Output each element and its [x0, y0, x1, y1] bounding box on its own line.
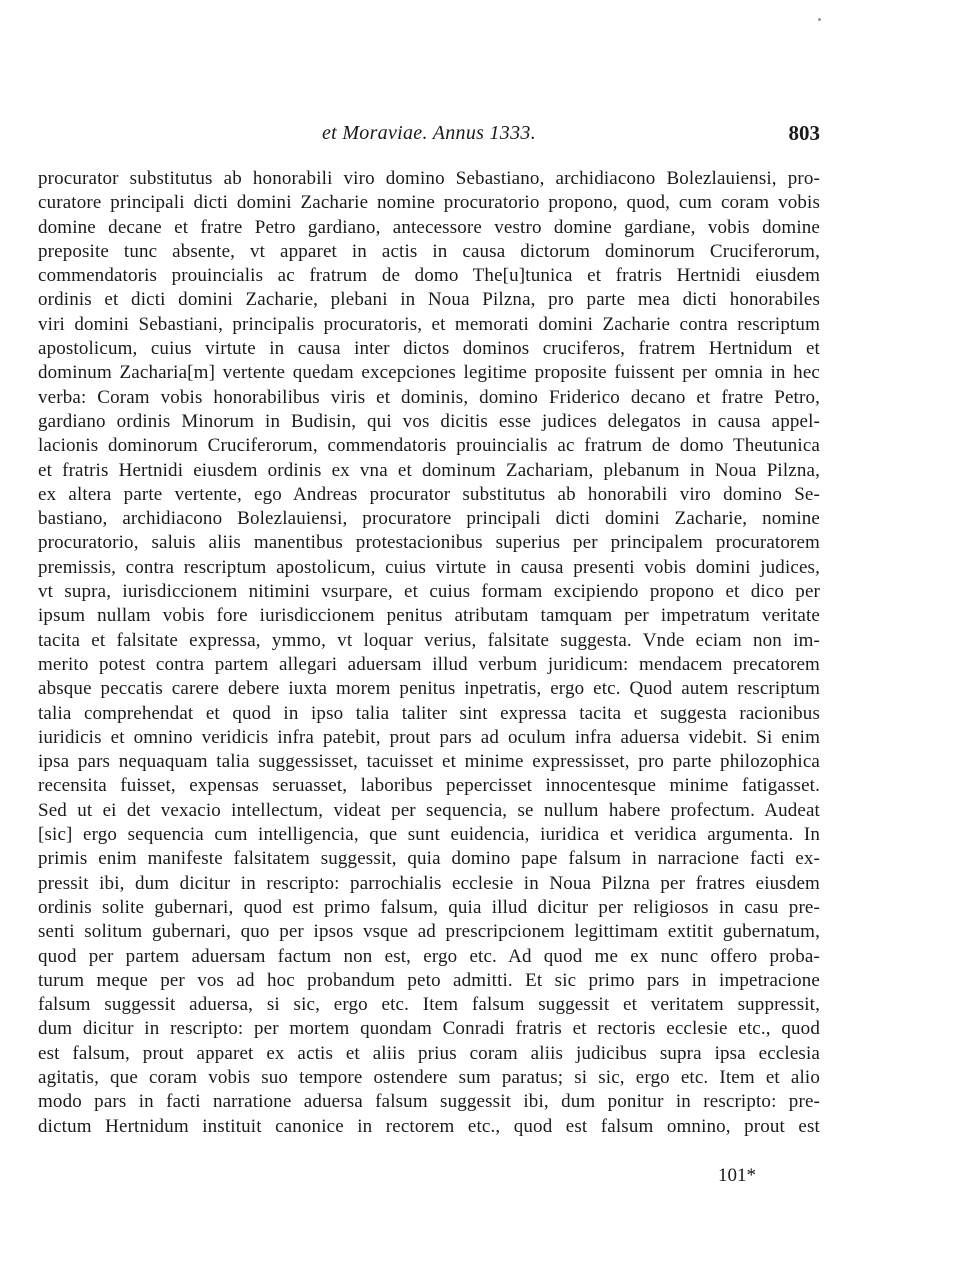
text-line: dominum Zacharia[m] vertente quedam excepciones legitime proposite fuissent per omnia in hec — [38, 362, 820, 384]
text-line: gardiano ordinis Minorum in Budisin, qui vos dicitis esse judices delegatos in causa appel- — [38, 410, 820, 432]
running-title: et Moraviae. Annus 1333. — [321, 122, 537, 144]
text-line: ordinis et dicti domini Zacharie, plebani in Noua Pilzna, pro parte mea dicti honorabiles — [38, 289, 820, 311]
text-line: procurator substitutus ab honorabili viro domino Sebastiano, archidiacono Bolezlauiensi, pro- — [38, 168, 820, 189]
text-line: domine decane et fratre Petro gardiano, antecessore vestro domine gardiane, vobis domine — [38, 216, 820, 238]
text-line: quod per partem aduersam factum non est, ergo etc. Ad quod me ex nunc offero proba- — [38, 945, 820, 967]
stray-dot-mark — [818, 18, 821, 21]
text-line: absque peccatis carere debere iuxta morem penitus inpetratis, ergo etc. Quod autem rescriptum — [38, 678, 820, 700]
text-line: ordinis solite gubernari, quod est primo falsum, quia illud dicitur per religiosos in casu pre- — [38, 896, 820, 918]
text-line: apostolicum, cuius virtute in causa inter dictos dominos cruciferos, fratrem Hertnidum et — [38, 338, 820, 360]
text-line: agitatis, que coram vobis suo tempore ostendere sum paratus; si sic, ergo etc. Item et alio — [38, 1066, 820, 1088]
text-line: senti solitum gubernari, quo per ipsos vsque ad prescripcionem legittimam extitit gubernatum, — [38, 921, 820, 943]
text-line: falsum suggessit aduersa, si sic, ergo etc. Item falsum suggessit et veritatem suppressit, — [38, 994, 820, 1016]
text-line: tacita et falsitate expressa, ymmo, vt loquar verius, falsitate suggesta. Vnde eciam non im- — [38, 629, 820, 651]
text-line: turum meque per vos ad hoc probandum peto admitti. Et sic primo pars in impetracione — [38, 969, 820, 991]
text-line: lacionis dominorum Cruciferorum, commendatoris prouincialis ac fratrum de domo Theutunica — [38, 435, 820, 457]
text-line: viri domini Sebastiani, principalis procuratoris, et memorati domini Zacharie contra rescriptum — [38, 313, 820, 335]
text-line: iuridicis et omnino veridicis infra patebit, prout pars ad oculum infra aduersa videbit. Si enim — [38, 726, 820, 748]
text-line: dum dicitur in rescripto: per mortem quondam Conradi fratris et rectoris ecclesie etc., quod — [38, 1018, 820, 1040]
text-line: ex altera parte vertente, ego Andreas procurator substitutus ab honorabili viro domino Se- — [38, 483, 820, 505]
text-line: preposite tunc absente, vt apparet in actis in causa dictorum dominorum Cruciferorum, — [38, 240, 820, 262]
text-line: modo pars in facti narratione aduersa falsum suggessit ibi, dum ponitur in rescripto: pre- — [38, 1091, 820, 1113]
text-line: curatore principali dicti domini Zacharie nomine procuratorio propono, quod, cum coram vobis — [38, 192, 820, 214]
text-line: bastiano, archidiacono Bolezlauiensi, procuratore principali dicti domini Zacharie, nomine — [38, 508, 820, 530]
text-line: et fratris Hertnidi eiusdem ordinis ex vna et dominum Zachariam, plebanum in Noua Pilzna, — [38, 459, 820, 481]
text-line: commendatoris prouincialis ac fratrum de domo The[u]tunica et fratris Hertnidi eiusdem — [38, 265, 820, 287]
text-line: dictum Hertnidum instituit canonice in rectorem etc., quod est falsum omnino, prout est — [38, 1115, 820, 1137]
text-line: recensita fuisset, expensas seruasset, laboribus pepercisset innocentesque minime fatigasset. — [38, 775, 820, 797]
text-line: primis enim manifeste falsitatem suggessit, quia domino pape falsum in narracione facti ex- — [38, 848, 820, 870]
text-line: ipsa pars nequaquam talia suggessisset, tacuisset et minime expressisset, pro parte philozophica — [38, 751, 820, 773]
page-number: 803 — [788, 121, 820, 145]
text-line: premissis, contra rescriptum apostolicum, cuius virtute in causa presenti vobis domini judices, — [38, 556, 820, 578]
running-head — [38, 118, 820, 148]
text-line: ipsum nullam vobis fore iurisdiccionem penitus atributam tamquam per impetratum veritate — [38, 605, 820, 627]
body-text — [38, 167, 820, 1139]
text-line: vt supra, iurisdiccionem nitimini vsurpare, et cuius formam excipiendo propono et dico per — [38, 581, 820, 603]
text-line: [sic] ergo sequencia cum intelligencia, que sunt euidencia, iuridica et veridica argumenta. In — [38, 824, 820, 846]
text-line: est falsum, prout apparet ex actis et aliis prius coram aliis judicibus supra ipsa ecclesia — [38, 1042, 820, 1064]
text-line: verba: Coram vobis honorabilibus viris et dominis, domino Friderico decano et fratre Petro, — [38, 386, 820, 408]
text-line: procuratorio, saluis aliis manentibus protestacionibus superius per principalem procuratorem — [38, 532, 820, 554]
text-line: merito potest contra partem allegari aduersam illud verbum juridicum: mendacem precatorem — [38, 653, 820, 675]
folio-signature: 101* — [718, 1165, 756, 1186]
text-line: Sed ut ei det vexacio intellectum, videat per sequencia, se nullum habere profectum. Audeat — [38, 799, 820, 821]
text-line: talia comprehendat et quod in ipso talia taliter sint expressa tacita et suggesta racionibus — [38, 702, 820, 724]
text-line: pressit ibi, dum dicitur in rescripto: parrochialis ecclesie in Noua Pilzna per fratres eiusdem — [38, 872, 820, 894]
